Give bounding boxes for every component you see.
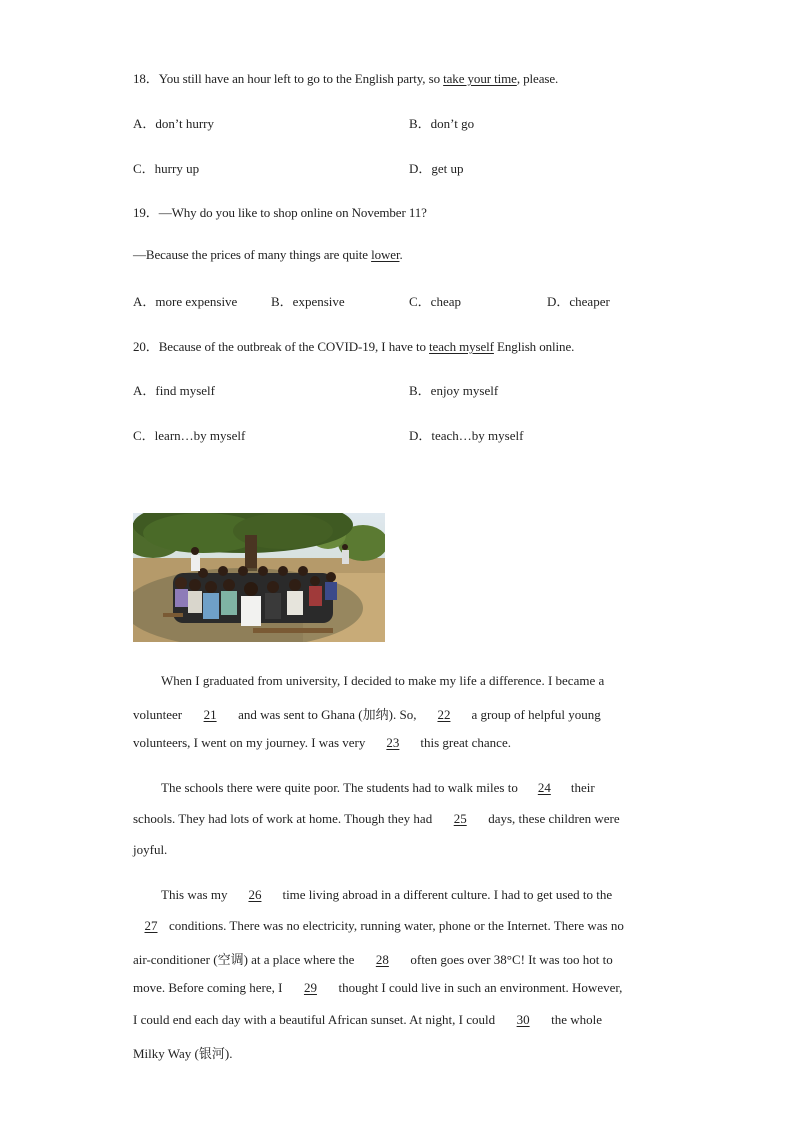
q20-option-b[interactable]: B．enjoy myself [409, 383, 499, 398]
blank-27[interactable]: 27 [144, 918, 158, 933]
q18-option-b[interactable]: B．don’t go [409, 116, 475, 131]
passage-p3-line5: I could end each day with a beautiful African sunset. At night, I could 30 the whole [133, 1012, 603, 1027]
blank-25[interactable]: 25 [453, 811, 467, 826]
blank-21[interactable]: 21 [203, 707, 217, 722]
underlined-word: lower [371, 247, 400, 262]
underlined-phrase: take your time [443, 71, 517, 86]
question-20-stem: 20．Because of the outbreak of the COVID-19, I have to teach myself English online. [133, 339, 575, 354]
passage-p3-line2: 27 conditions. There was no electricity, running water, phone or the Internet. There was no [133, 918, 624, 934]
q20-option-d[interactable]: D．teach…by myself [409, 428, 524, 443]
q18-option-d[interactable]: D．get up [409, 161, 464, 176]
passage-p1-line2: volunteer 21 and was sent to Ghana (加纳). So, 22 a group of helpful young [133, 707, 601, 722]
question-18-stem: 18．You still have an hour left to go to the English party, so take your time, please. [133, 71, 559, 86]
blank-26[interactable]: 26 [248, 887, 262, 902]
passage-p2-line3: joyful. [133, 842, 168, 857]
question-19-line1: 19．—Why do you like to shop online on November 11? [133, 205, 427, 220]
passage-p3-line3: air-conditioner (空调) at a place where the 28 often goes over 38°C! It was too hot to [133, 952, 613, 967]
question-19-line2: —Because the prices of many things are quite lower. [133, 247, 403, 262]
passage-p2-line2: schools. They had lots of work at home. Though they had 25 days, these children were [133, 811, 620, 826]
q20-option-c[interactable]: C．learn…by myself [133, 428, 246, 443]
blank-28[interactable]: 28 [375, 952, 389, 967]
q19-option-b[interactable]: B．expensive [271, 294, 345, 309]
passage-p3-line4: move. Before coming here, I 29 thought I could live in such an environment. However, [133, 980, 623, 995]
q19-option-d[interactable]: D．cheaper [547, 294, 610, 309]
passage-p1-line3: volunteers, I went on my journey. I was very 23 this great chance. [133, 735, 511, 750]
passage-p3-line6: Milky Way (银河). [133, 1046, 233, 1061]
blank-23[interactable]: 23 [386, 735, 400, 750]
classroom-under-tree-photo [133, 513, 385, 642]
underlined-phrase: teach myself [429, 339, 494, 354]
blank-22[interactable]: 22 [437, 707, 451, 722]
q18-option-c[interactable]: C．hurry up [133, 161, 200, 176]
q19-option-c[interactable]: C．cheap [409, 294, 461, 309]
blank-24[interactable]: 24 [537, 780, 551, 795]
blank-30[interactable]: 30 [516, 1012, 530, 1027]
q20-option-a[interactable]: A．find myself [133, 383, 215, 398]
q19-option-a[interactable]: A．more expensive [133, 294, 238, 309]
passage-p1-line1: When I graduated from university, I decided to make my life a difference. I became a [161, 673, 605, 688]
photo-illustration [133, 513, 385, 642]
blank-29[interactable]: 29 [303, 980, 317, 995]
q18-option-a[interactable]: A．don’t hurry [133, 116, 215, 131]
passage-p2-line1: The schools there were quite poor. The students had to walk miles to 24 their [161, 780, 595, 795]
passage-p3-line1: This was my 26 time living abroad in a different culture. I had to get used to the [161, 887, 613, 902]
